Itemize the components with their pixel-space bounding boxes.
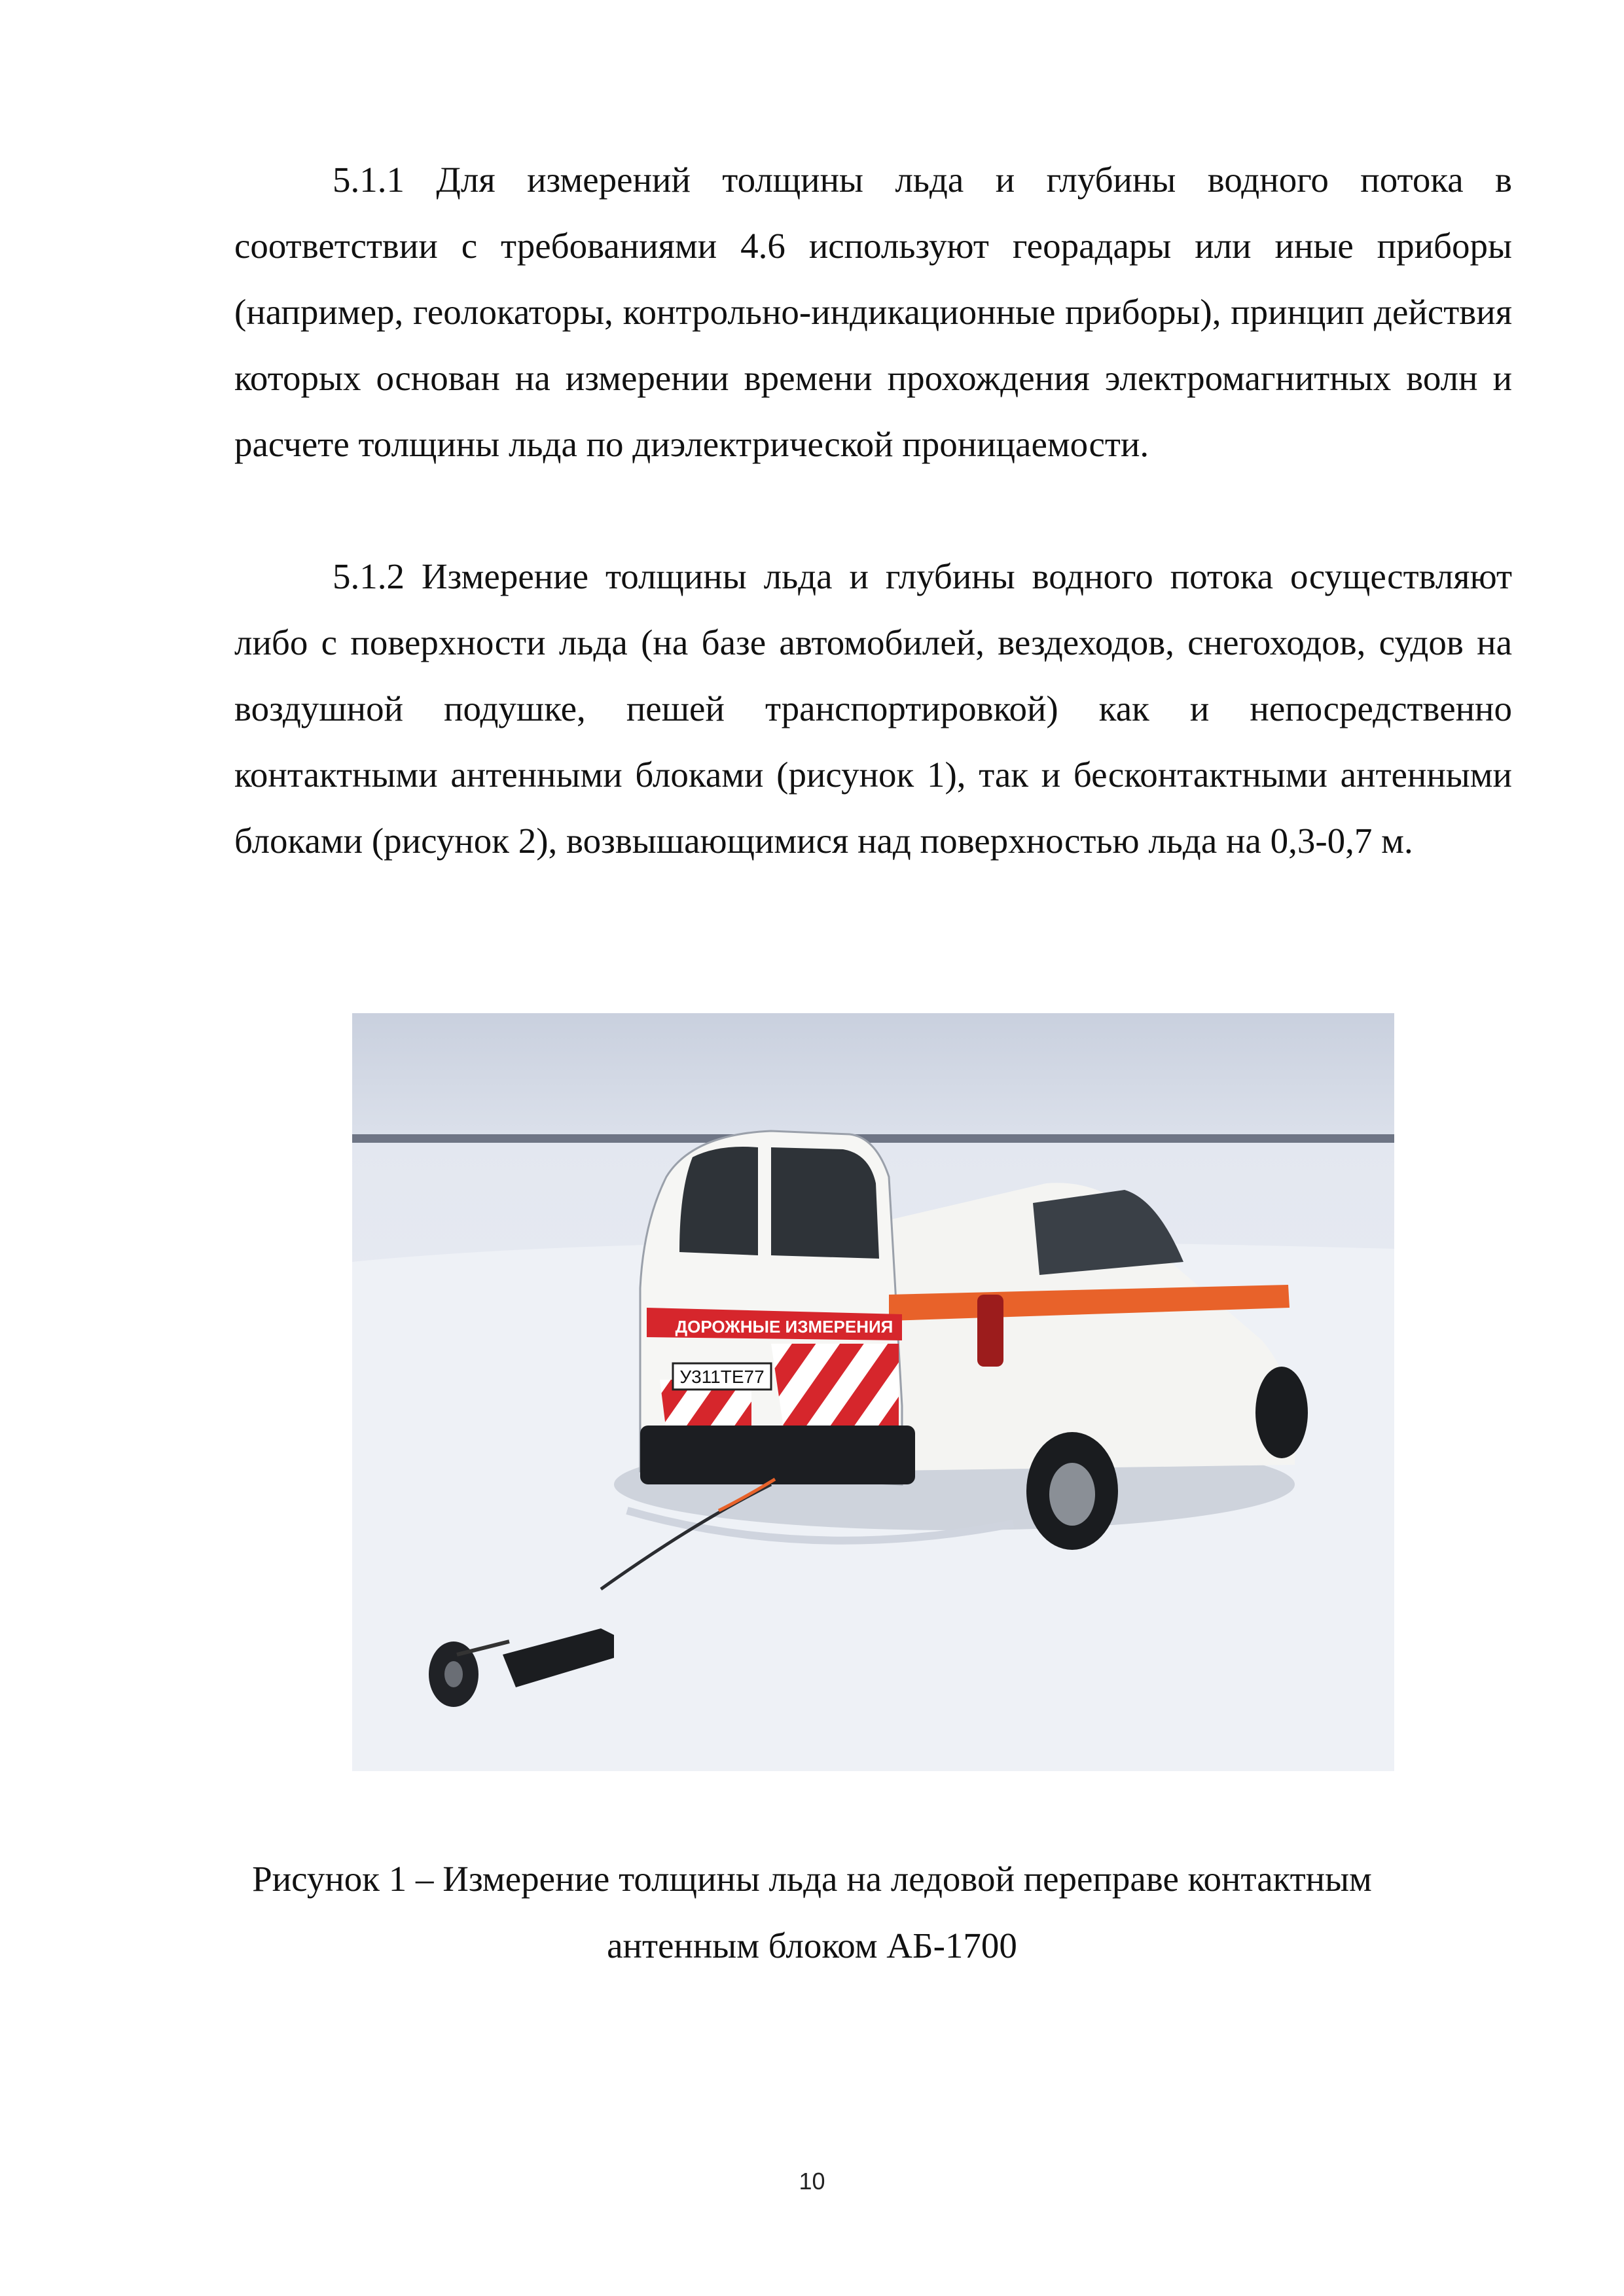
caption-line-2: антенным блоком АБ-1700 (607, 1926, 1017, 1965)
van-on-ice-illustration (352, 1013, 1394, 1771)
paragraph-5-1-1: 5.1.1 Для измерений толщины льда и глубины водного потока в соответствии с требованиями 4.6 используют георадары или иные приборы (например, геолокаторы, контрольно-индикационные приборы), принцип действия которых основан на измерении времени прохождения электромагнитных волн и расчете толщины льда по диэлектрической проницаемости. (234, 160, 1512, 464)
caption-line-1: Рисунок 1 – Измерение толщины льда на ледовой переправе контактным (252, 1859, 1372, 1899)
licence-plate: У311ТЕ77 (679, 1367, 765, 1387)
page-number: 10 (799, 2168, 825, 2195)
figure-1-caption (196, 1846, 1428, 1979)
paragraph-5-1-2: 5.1.2 Измерение толщины льда и глубины водного потока осуществляют либо с поверхности льда (на базе автомобилей, вездеходов, снегоходов, судов на воздушной подушке, пешей транспортировкой) как и непосредственно контактными антенными блоками (рисунок 1), так и бесконтактными антенными блоками (рисунок 2), возвышающимися над поверхностью льда на 0,3-0,7 м. (234, 556, 1512, 861)
van-stripe-text: ДОРОЖНЫЕ ИЗМЕРЕНИЯ (675, 1317, 893, 1336)
figure-1-photo (352, 1013, 1394, 1771)
